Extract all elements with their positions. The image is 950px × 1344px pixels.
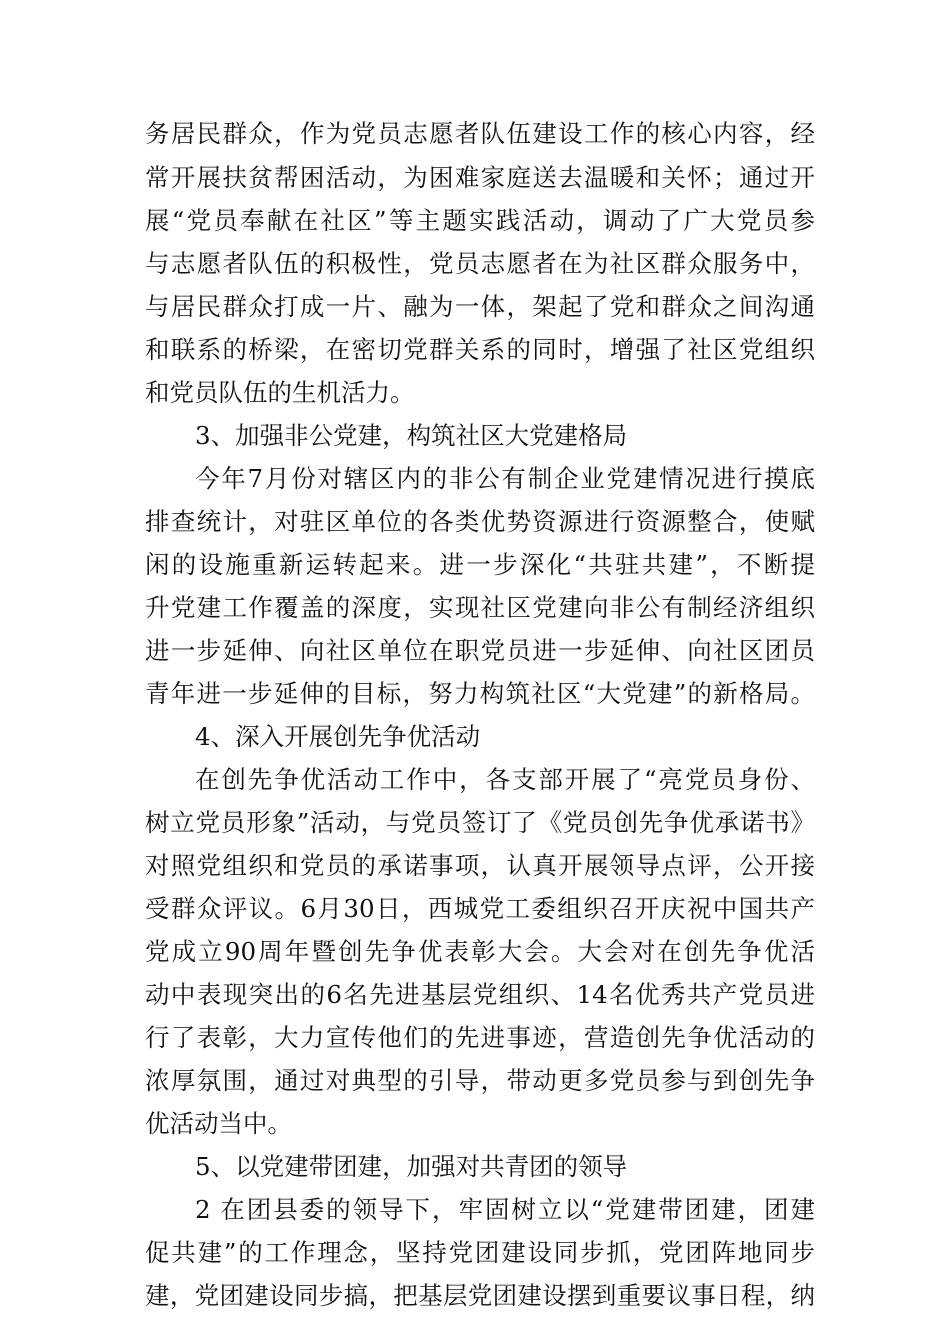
paragraph-line: 行了表彰，大力宣传他们的先进事迹，营造创先争优活动的 — [145, 1023, 815, 1052]
paragraph-line: 优活动当中。 — [145, 1109, 292, 1138]
paragraph-line: 和联系的桥梁，在密切党群关系的同时，增强了社区党组织 — [145, 335, 815, 364]
section-heading: 5、以党建带团建，加强对共青团的领导 — [195, 1152, 628, 1181]
paragraph-line: 树立党员形象”活动，与党员签订了《党员创先争优承诺书》 — [145, 808, 815, 837]
paragraph-line: 2 在团县委的领导下，牢固树立以“党建带团建，团建 — [195, 1195, 815, 1224]
paragraph-line: 在创先争优活动工作中，各支部开展了“亮党员身份、 — [195, 765, 815, 794]
paragraph-line: 展“党员奉献在社区”等主题实践活动，调动了广大党员参 — [145, 206, 815, 235]
paragraph-line: 与居民群众打成一片、融为一体，架起了党和群众之间沟通 — [145, 292, 815, 321]
paragraph-line: 建，党团建设同步搞，把基层党团建设摆到重要议事日程，纳 — [145, 1281, 815, 1310]
paragraph-line: 进一步延伸、向社区单位在职党员进一步延伸、向社区团员 — [145, 636, 815, 665]
paragraph-line: 受群众评议。6月30日，西城党工委组织召开庆祝中国共产 — [145, 894, 815, 923]
paragraph-line: 务居民群众，作为党员志愿者队伍建设工作的核心内容，经 — [145, 119, 815, 148]
paragraph-line: 常开展扶贫帮困活动，为困难家庭送去温暖和关怀；通过开 — [145, 163, 815, 192]
section-heading: 3、加强非公党建，构筑社区大党建格局 — [195, 421, 628, 450]
paragraph-line: 今年7月份对辖区内的非公有制企业党建情况进行摸底 — [195, 464, 815, 493]
paragraph-line: 升党建工作覆盖的深度，实现社区党建向非公有制经济组织 — [145, 593, 815, 622]
paragraph-line: 青年进一步延伸的目标，努力构筑社区“大党建”的新格局。 — [145, 679, 815, 708]
paragraph-line: 和党员队伍的生机活力。 — [145, 378, 415, 407]
paragraph-line: 与志愿者队伍的积极性，党员志愿者在为社区群众服务中， — [145, 249, 815, 278]
paragraph-line: 闲的设施重新运转起来。进一步深化“共驻共建”，不断提 — [145, 550, 815, 579]
paragraph-line: 对照党组织和党员的承诺事项，认真开展领导点评，公开接 — [145, 851, 815, 880]
paragraph-line: 动中表现突出的6名先进基层党组织、14名优秀共产党员进 — [145, 980, 815, 1009]
section-heading: 4、深入开展创先争优活动 — [195, 722, 481, 751]
paragraph-line: 党成立90周年暨创先争优表彰大会。大会对在创先争优活 — [145, 937, 815, 966]
paragraph-line: 浓厚氛围，通过对典型的引导，带动更多党员参与到创先争 — [145, 1066, 815, 1095]
paragraph-line: 促共建”的工作理念，坚持党团建设同步抓，党团阵地同步 — [145, 1238, 815, 1267]
paragraph-line: 排查统计，对驻区单位的各类优势资源进行资源整合，使赋 — [145, 507, 815, 536]
